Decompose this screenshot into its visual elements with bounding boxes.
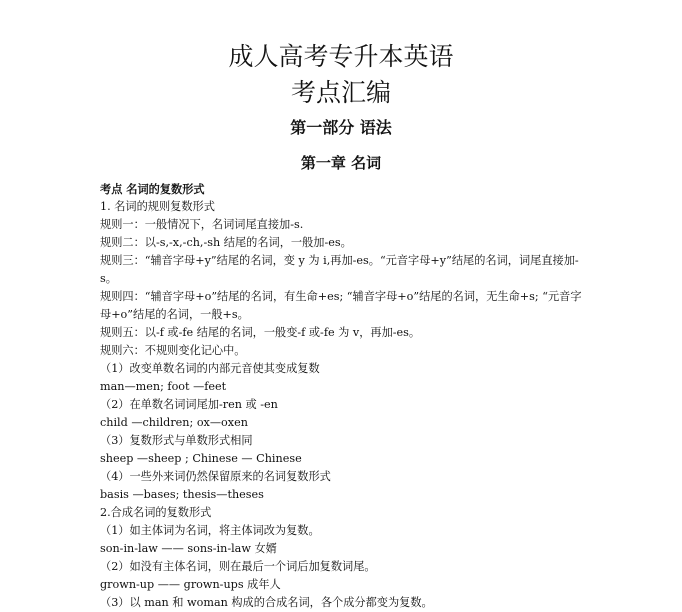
body-line: sheep —sheep ; Chinese — Chinese (100, 452, 302, 465)
body-line: （2）如没有主体名词，则在最后一个词后加复数词尾。 (100, 560, 376, 573)
body-line: 规则五：以-f 或-fe 结尾的名词，一般变-f 或-fe 为 v，再加-es。 (100, 326, 421, 339)
body-line: （1）改变单数名词的内部元音使其变成复数 (100, 362, 320, 375)
section-heading: 考点 名词的复数形式 (100, 182, 205, 196)
body-line: son-in-law —— sons-in-law 女婿 (100, 542, 277, 555)
body-line: 规则一：一般情况下，名词词尾直接加-s. (100, 218, 304, 231)
document-subtitle: 考点汇编 (290, 78, 391, 107)
body-line: （1）如主体词为名词，将主体词改为复数。 (100, 524, 320, 537)
body-line: （3）以 man 和 woman 构成的合成名词，各个成分都变为复数。 (100, 596, 433, 609)
body-line: 规则四：“辅音字母+o”结尾的名词，有生命+es; “辅音字母+o”结尾的名词，无生命+s; “元音字母+o”结尾的名词，一般+s。 (100, 290, 582, 321)
body-line: 1. 名词的规则复数形式 (100, 200, 215, 213)
body-line: （4）一些外来词仍然保留原来的名词复数形式 (100, 470, 331, 483)
body-line: grown-up —— grown-ups 成年人 (100, 578, 281, 591)
body-line: 规则二：以-s,-x,-ch,-sh 结尾的名词，一般加-es。 (100, 236, 352, 249)
document-body (100, 180, 590, 612)
body-line: basis —bases; thesis—theses (100, 488, 264, 501)
chapter-heading: 第一章 名词 (300, 154, 382, 172)
document-title: 成人高考专升本英语 (228, 42, 454, 71)
body-line: （3）复数形式与单数形式相同 (100, 434, 253, 447)
body-line: 规则三：“辅音字母+y”结尾的名词，变 y 为 i,再加-es。“元音字母+y”结尾的名词，词尾直接加-s。 (100, 254, 579, 285)
part-heading: 第一部分 语法 (290, 118, 392, 137)
body-line: （2）在单数名词词尾加-ren 或 -en (100, 398, 278, 411)
body-line: 2.合成名词的复数形式 (100, 506, 212, 519)
body-line: 规则六：不规则变化记心中。 (100, 344, 246, 357)
body-line: man—men; foot —feet (100, 380, 227, 393)
body-line: child —children; ox—oxen (100, 416, 248, 429)
